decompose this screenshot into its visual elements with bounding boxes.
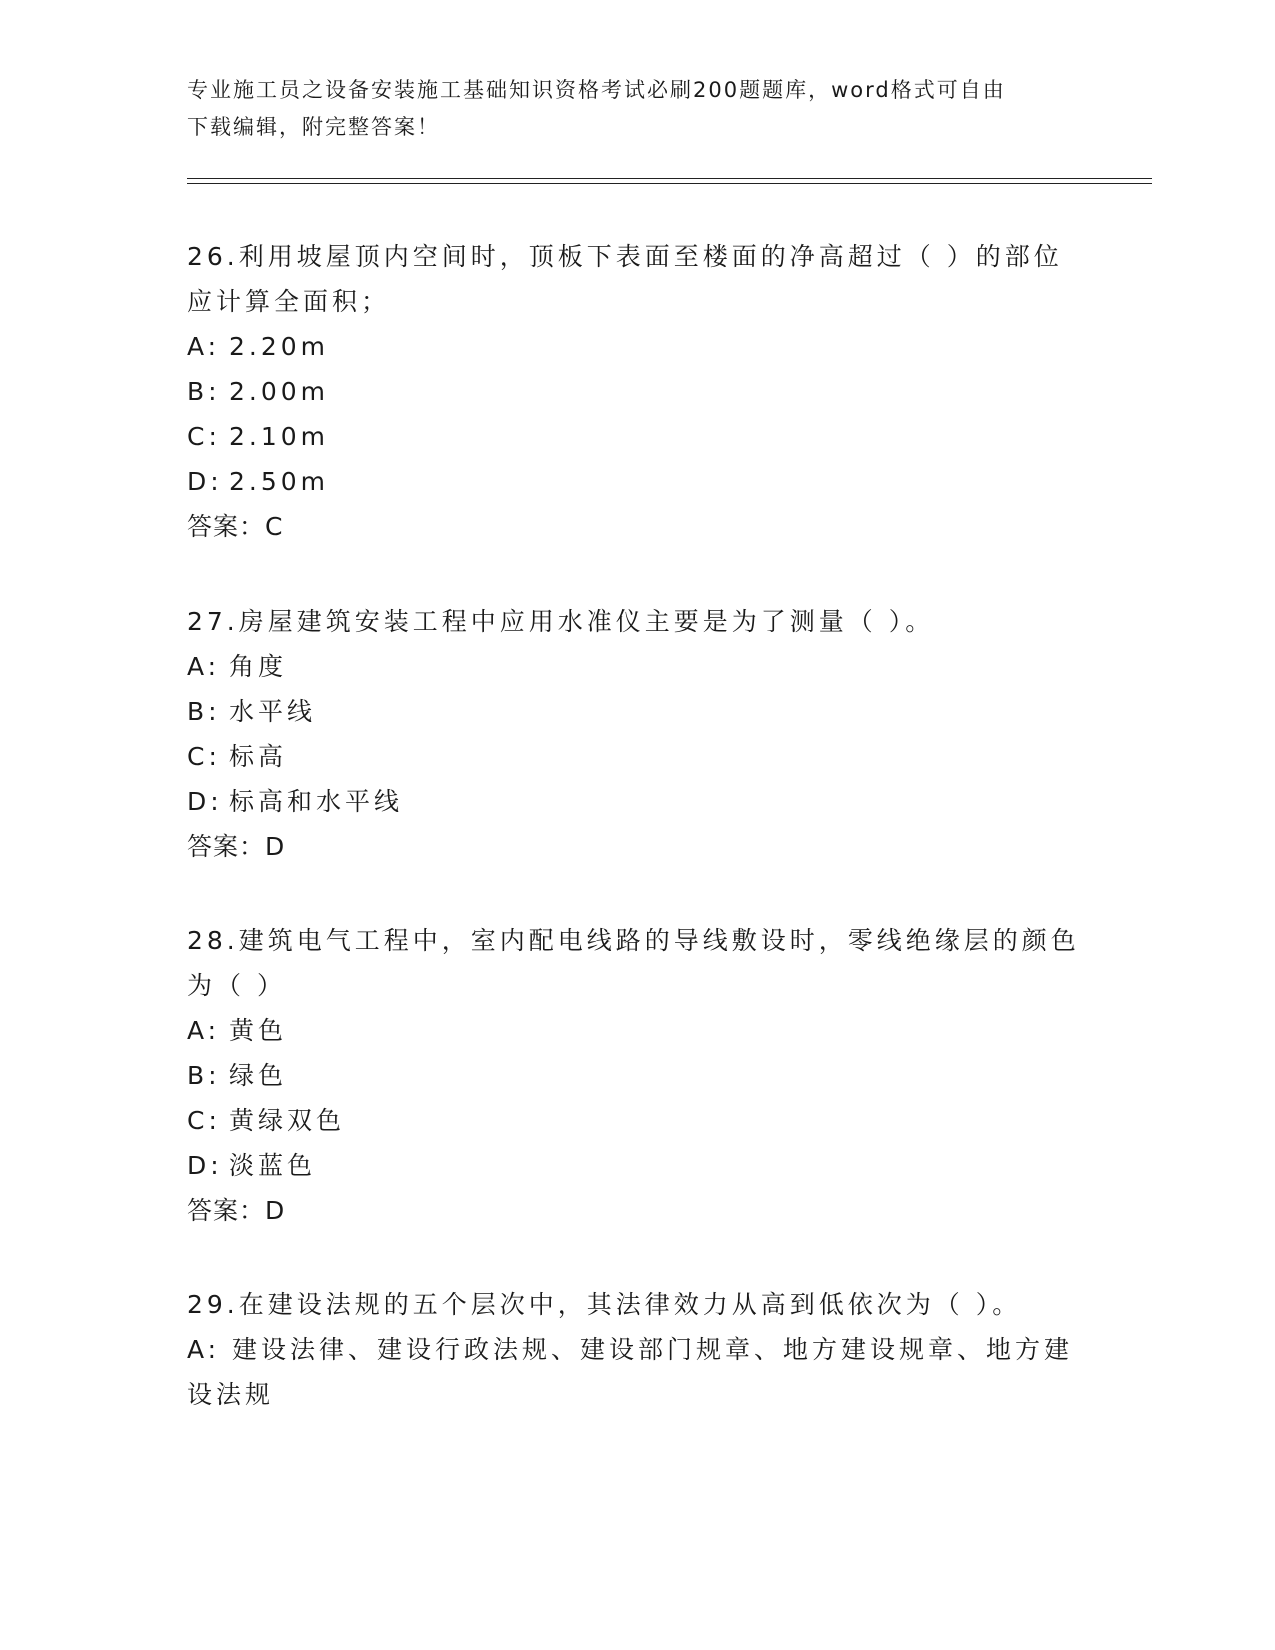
option-c bbox=[187, 414, 1087, 459]
header-divider-bottom bbox=[187, 183, 1152, 184]
option-text: 淡蓝色 bbox=[229, 1151, 317, 1180]
option-b bbox=[187, 369, 1087, 414]
option-text: 绿色 bbox=[229, 1061, 288, 1090]
option-text: 2.20m bbox=[229, 332, 330, 361]
header-divider-top bbox=[187, 178, 1152, 179]
header-line-1: 专业施工员之设备安装施工基础知识资格考试必刷200题题库，word格式可自由 bbox=[187, 78, 1006, 102]
option-text: 2.50m bbox=[229, 467, 330, 496]
option-letter: D: bbox=[187, 467, 223, 496]
option-text: 黄色 bbox=[229, 1016, 288, 1045]
answer-line: 答案：D bbox=[187, 1196, 286, 1225]
option-letter: A: bbox=[187, 1016, 221, 1045]
question-stem-line-2: 应计算全面积； bbox=[187, 287, 391, 316]
option-text: 2.10m bbox=[229, 422, 330, 451]
question-stem-line-1: 29.在建设法规的五个层次中，其法律效力从高到低依次为（ ）。 bbox=[187, 1290, 1022, 1319]
option-letter: C: bbox=[187, 742, 221, 771]
option-d bbox=[187, 779, 1087, 824]
option-letter: A: bbox=[187, 652, 221, 681]
option-a bbox=[187, 1008, 1087, 1053]
option-letter: D: bbox=[187, 787, 223, 816]
option-a bbox=[187, 644, 1087, 689]
option-a-line-2: 设法规 bbox=[187, 1380, 275, 1409]
option-text: 2.00m bbox=[229, 377, 330, 406]
option-a-line-1: A: 建设法律、建设行政法规、建设部门规章、地方建设规章、地方建 bbox=[187, 1335, 1074, 1364]
option-text: 黄绿双色 bbox=[229, 1106, 346, 1135]
option-b bbox=[187, 1053, 1087, 1098]
option-letter: D: bbox=[187, 1151, 223, 1180]
option-letter: B: bbox=[187, 377, 221, 406]
question-27 bbox=[187, 599, 1087, 869]
document-header bbox=[187, 72, 1087, 146]
option-letter: B: bbox=[187, 1061, 221, 1090]
question-stem-line-1: 28.建筑电气工程中，室内配电线路的导线敷设时，零线绝缘层的颜色 bbox=[187, 926, 1080, 955]
option-c bbox=[187, 1098, 1087, 1143]
question-stem-line-2: 为（ ） bbox=[187, 971, 286, 1000]
option-letter: C: bbox=[187, 1106, 221, 1135]
option-b bbox=[187, 689, 1087, 734]
option-text: 标高和水平线 bbox=[229, 787, 404, 816]
option-a bbox=[187, 324, 1087, 369]
question-29 bbox=[187, 1282, 1087, 1417]
option-d bbox=[187, 459, 1087, 504]
header-line-2: 下载编辑，附完整答案！ bbox=[187, 115, 440, 139]
option-letter: A: bbox=[187, 332, 221, 361]
option-letter: C: bbox=[187, 422, 221, 451]
question-stem-line-1: 26.利用坡屋顶内空间时，顶板下表面至楼面的净高超过（ ）的部位 bbox=[187, 242, 1063, 271]
answer-line: 答案：D bbox=[187, 832, 286, 861]
question-stem-line-1: 27.房屋建筑安装工程中应用水准仪主要是为了测量（ ）。 bbox=[187, 607, 935, 636]
option-text: 角度 bbox=[229, 652, 288, 681]
question-26 bbox=[187, 234, 1087, 549]
option-letter: B: bbox=[187, 697, 221, 726]
option-text: 水平线 bbox=[229, 697, 317, 726]
question-28 bbox=[187, 918, 1087, 1233]
option-c bbox=[187, 734, 1087, 779]
option-text: 标高 bbox=[229, 742, 288, 771]
option-d bbox=[187, 1143, 1087, 1188]
answer-line: 答案：C bbox=[187, 512, 284, 541]
